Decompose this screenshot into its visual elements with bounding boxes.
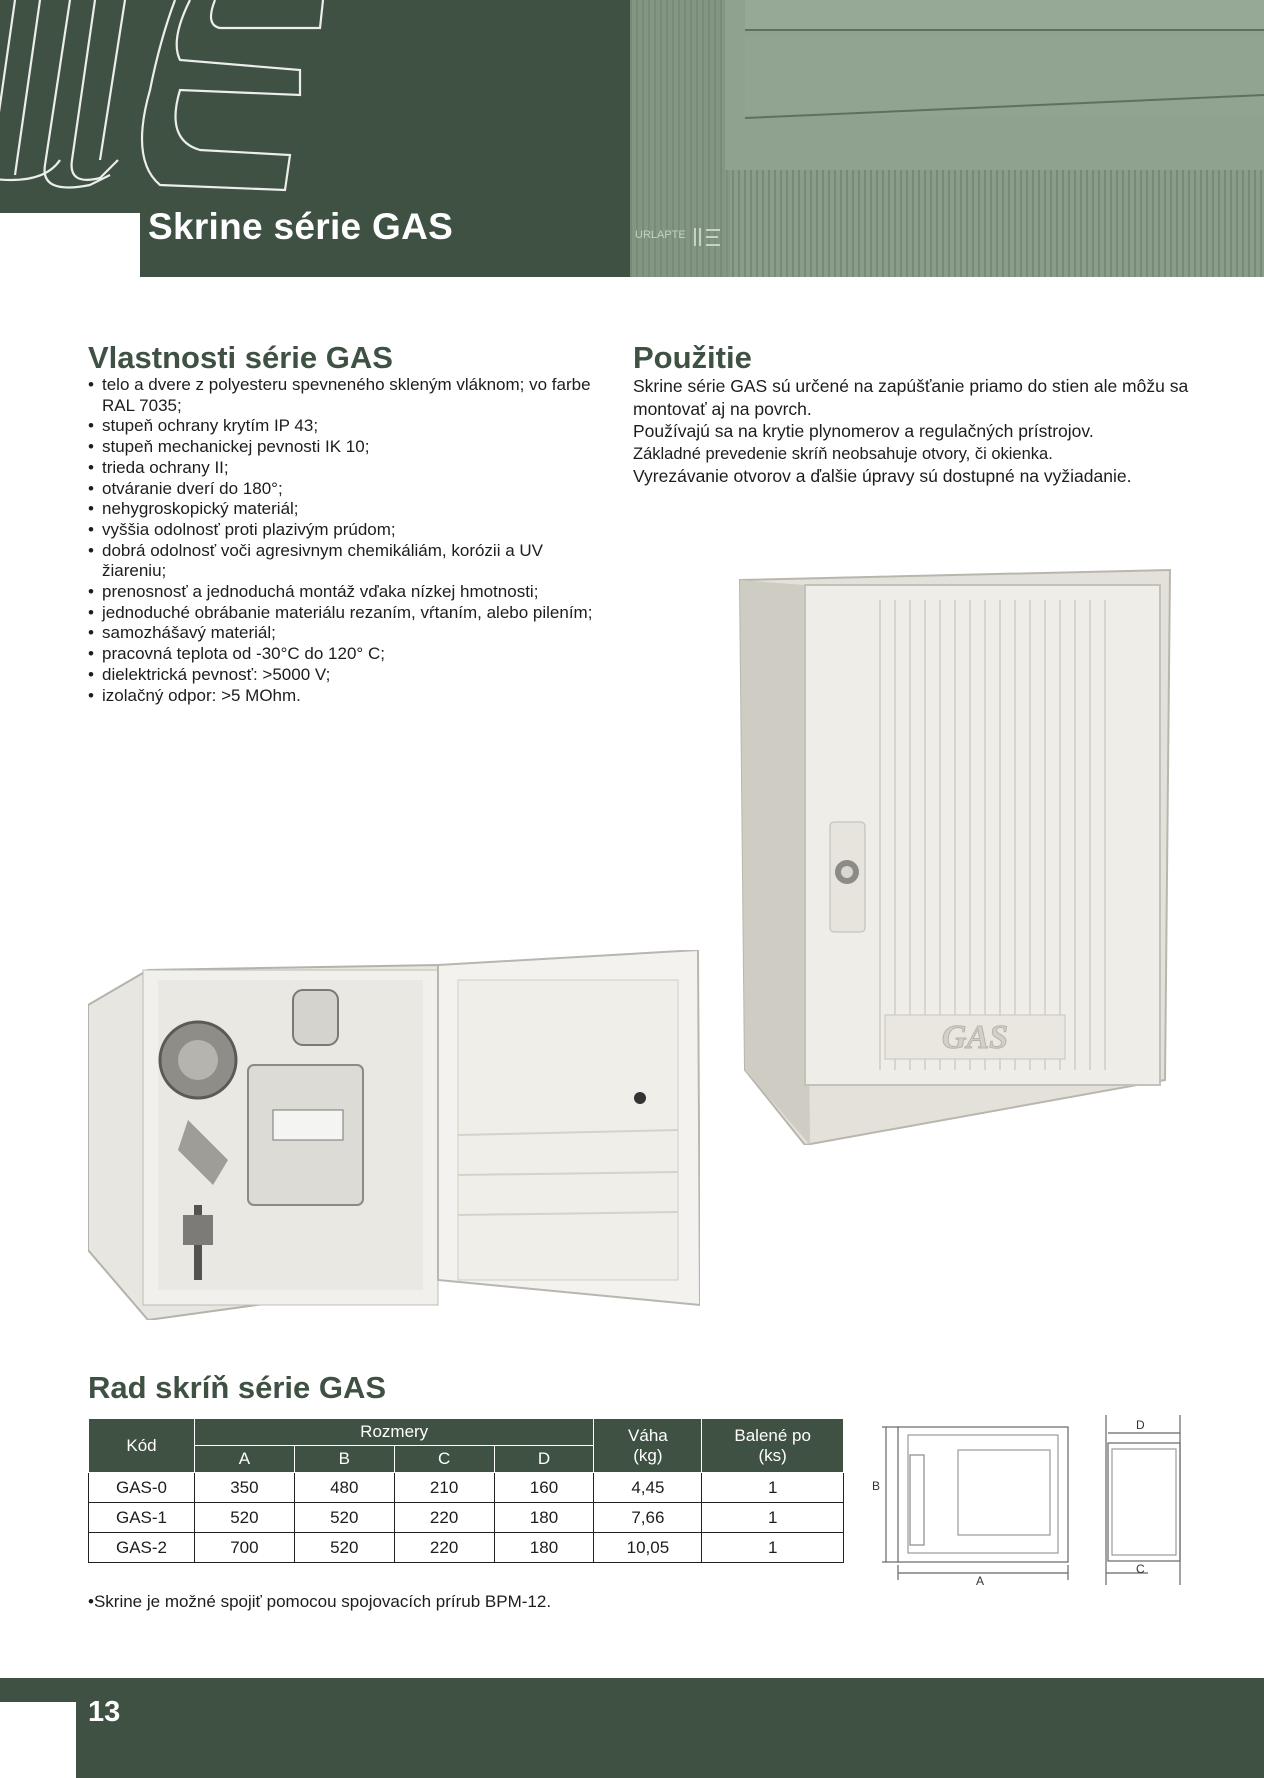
list-item: • trieda ochrany II; — [88, 458, 608, 479]
usage-line: Používajú sa na krytie plynomerov a regulačných prístrojov. — [633, 421, 1094, 441]
open-cabinet-with-meter-photo — [88, 950, 700, 1320]
list-item: • telo a dvere z polyesteru spevneného skleným vláknom; vo farbe RAL 7035; — [88, 375, 608, 416]
connection-note: • Skrine je možné spojiť pomocou spojovacích prírub BPM-12. — [88, 1592, 551, 1612]
col-b-header: B — [294, 1446, 394, 1473]
list-item: • vyššia odolnosť proti plazivým prúdom; — [88, 520, 608, 541]
usage-heading: Použitie — [633, 340, 752, 375]
footer-band — [0, 1678, 1264, 1778]
usage-line: Vyrezávanie otvorov a ďalšie úpravy sú dostupné na vyžiadanie. — [633, 466, 1132, 486]
dim-label-d: D — [1136, 1418, 1145, 1432]
list-item: • dobrá odolnosť voči agresivnym chemikáliám, korózii a UV žiareniu; — [88, 541, 608, 582]
col-d-header: D — [494, 1446, 594, 1473]
col-pack-header: Balené po (ks) — [702, 1419, 844, 1473]
usage-paragraph — [633, 375, 1193, 488]
table-row: GAS-0 350 480 210 160 4,45 1 — [89, 1473, 844, 1503]
closed-cabinet-photo — [735, 560, 1175, 1145]
title-notch — [0, 213, 140, 277]
list-item: • jednoduché obrábanie materiálu rezaním, vŕtaním, alebo pilením; — [88, 603, 608, 624]
list-item: • dielektrická pevnosť: >5000 V; — [88, 665, 608, 686]
col-code-header: Kód — [89, 1419, 195, 1473]
list-item: • otváranie dverí do 180°; — [88, 479, 608, 500]
list-item: • stupeň ochrany krytím IP 43; — [88, 416, 608, 437]
list-item: • samozhášavý materiál; — [88, 623, 608, 644]
table-row: GAS-2 700 520 220 180 10,05 1 — [89, 1533, 844, 1563]
door-emboss-text: GAS — [941, 1019, 1009, 1056]
page-title: Skrine série GAS — [148, 206, 454, 247]
list-item: • pracovná teplota od -30°C do 120° C; — [88, 644, 608, 665]
brand-logo-outline — [0, 0, 330, 200]
list-item: • prenosnosť a jednoduchá montáž vďaka nízkej hmotnosti; — [88, 582, 608, 603]
dim-label-b: B — [872, 1479, 881, 1493]
dim-label-c: C — [1136, 1562, 1145, 1576]
col-c-header: C — [394, 1446, 494, 1473]
page-number: 13 — [88, 1696, 121, 1728]
footer-notch — [0, 1702, 76, 1778]
svg-text:URLAPTE: URLAPTE — [635, 229, 686, 241]
col-weight-header: Váha (kg) — [594, 1419, 702, 1473]
dimension-drawing — [868, 1415, 1218, 1585]
col-dims-header: Rozmery — [194, 1419, 593, 1446]
list-item: • izolačný odpor: >5 MOhm. — [88, 686, 608, 707]
range-table — [88, 1418, 844, 1563]
list-item: • nehygroskopický materiál; — [88, 499, 608, 520]
wall-mounted-box-photo — [630, 0, 1264, 277]
usage-line: Skrine série GAS sú určené na zapúšťanie priamo do stien ale môžu sa montovať aj na povrch. — [633, 376, 1189, 419]
properties-heading: Vlastnosti série GAS — [88, 340, 393, 375]
usage-line: Základné prevedenie skríň neobsahuje otvory, či okienka. — [633, 444, 1053, 463]
dim-label-a: A — [976, 1574, 985, 1585]
properties-list — [88, 375, 608, 706]
range-heading: Rad skríň série GAS — [88, 1370, 387, 1405]
list-item: • stupeň mechanickej pevnosti IK 10; — [88, 437, 608, 458]
table-row: GAS-1 520 520 220 180 7,66 1 — [89, 1503, 844, 1533]
col-a-header: A — [194, 1446, 294, 1473]
